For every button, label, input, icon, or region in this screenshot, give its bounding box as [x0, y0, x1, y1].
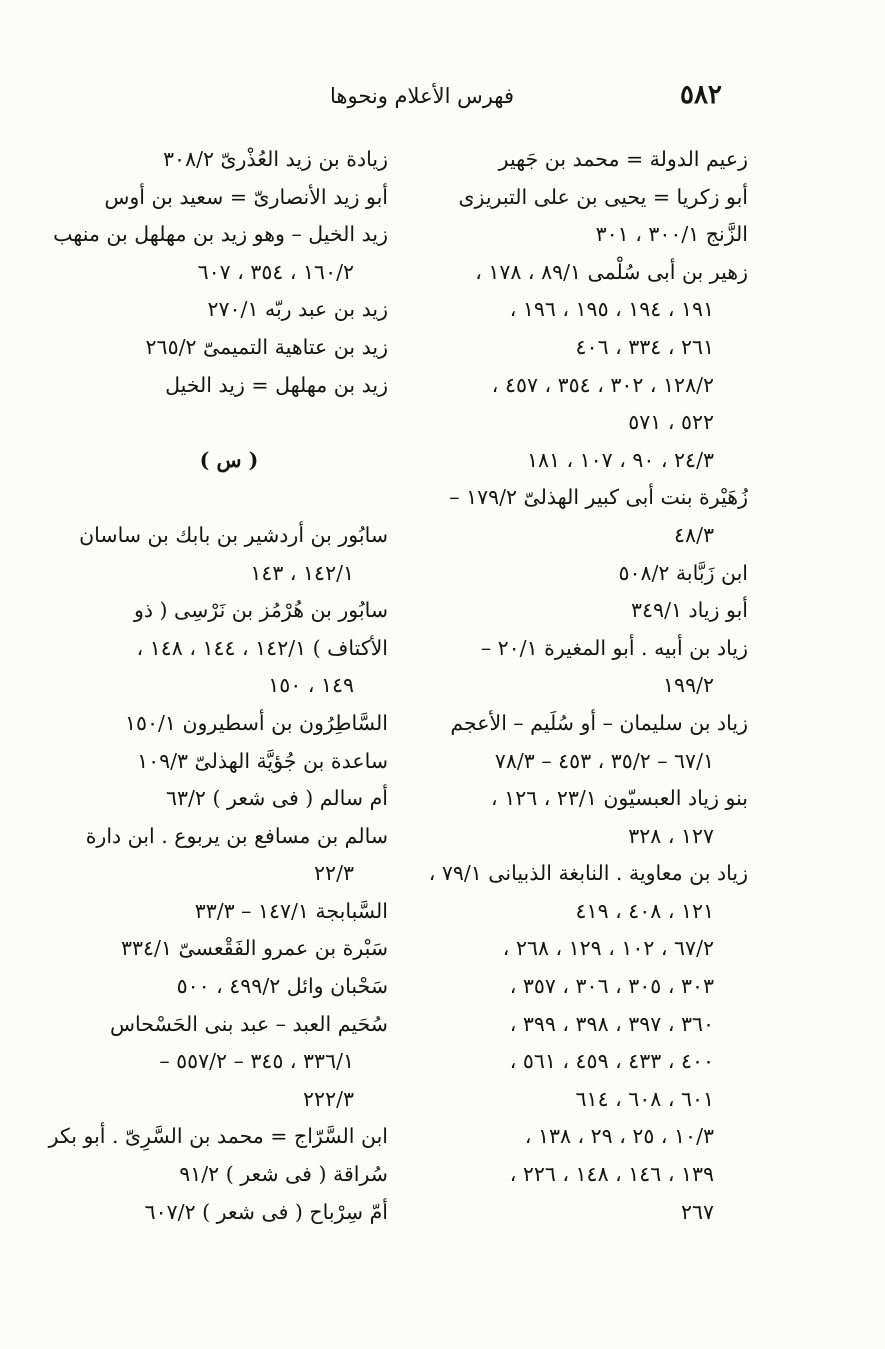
- index-entry: زياد بن أبيه . أبو المغيرة ٢٠/١ –: [480, 635, 748, 660]
- index-entry: سابُور بن هُرْمُز بن نَرْسِى ( ذو: [133, 598, 388, 623]
- index-entry: أم سالم ( فى شعر ) ٦٣/٢: [165, 786, 388, 811]
- index-entry-continuation: ٣٣٦/١ ، ٣٤٥ – ٥٥٧/٢ –: [159, 1049, 354, 1074]
- index-entry: سَحْبان وائل ٤٩٩/٢ ، ٥٠٠: [176, 974, 388, 999]
- index-entry: الزَّنج ٣٠٠/١ ، ٣٠١: [595, 222, 748, 247]
- index-entry: زُهَيْرة بنت أبى كبير الهذلىّ ١٧٩/٢ –: [449, 485, 748, 510]
- index-entry: [70, 479, 388, 517]
- index-entry-continuation: ١٢١ ، ٤٠٨ ، ٤١٩: [575, 898, 714, 923]
- index-entry: زهير بن أبى سُلْمى ٨٩/١ ، ١٧٨ ،: [475, 259, 748, 284]
- index-entry-continuation: ٢٢/٣: [314, 861, 354, 886]
- index-entry: ابن زَبَّابة ٥٠٨/٢: [618, 560, 748, 585]
- index-entry: سُراقة ( فى شعر ) ٩١/٢: [179, 1162, 388, 1187]
- index-entry: زعيم الدولة = محمد بن جَهير: [498, 147, 748, 171]
- index-entry: أمّ سِرْباح ( فى شعر ) ٦٠٧/٢: [144, 1199, 388, 1224]
- index-entry: زياد بن معاوية . النابغة الذبيانى ٧٩/١ ،: [428, 861, 748, 886]
- index-entry-continuation: ١٦٠/٢ ، ٣٥٤ ، ٦٠٧: [197, 259, 354, 284]
- index-entry-continuation: ١٠/٣ ، ٢٥ ، ٢٩ ، ١٣٨ ،: [524, 1124, 714, 1149]
- index-entry: الأكتاف ) ١٤٢/١ ، ١٤٤ ، ١٤٨ ،: [136, 635, 388, 660]
- index-entry-continuation: ١٤٢/١ ، ١٤٣: [250, 560, 354, 585]
- index-entry: أبو زيد الأنصارىّ = سعيد بن أوس: [104, 184, 388, 209]
- page-header: [0, 74, 885, 120]
- section-heading: ( س ): [199, 447, 259, 472]
- index-entry-continuation: ٦٧/١ – ٣٥/٢ ، ٤٥٣ – ٧٨/٣: [494, 748, 714, 773]
- index-entry-continuation: ٢٦١ ، ٣٣٤ ، ٤٠٦: [575, 334, 714, 359]
- index-entry: زيادة بن زيد العُذْرىّ ٣٠٨/٢: [163, 147, 388, 171]
- index-entry-continuation: ١٤٩ ، ١٥٠: [268, 673, 354, 698]
- index-entry-continuation: ٦٧/٢ ، ١٠٢ ، ١٢٩ ، ٢٦٨ ،: [502, 936, 714, 961]
- index-entry: ساعدة بن جُؤيَّة الهذلىّ ١٠٩/٣: [137, 748, 388, 773]
- index-entry-continuation: ٢٦٧: [680, 1199, 714, 1224]
- index-entry-continuation: ٤٨/٣: [674, 522, 714, 547]
- page-number: ٥٨٢: [680, 80, 722, 110]
- index-entry-continuation: ٢٤/٣ ، ٩٠ ، ١٠٧ ، ١٨١: [526, 447, 714, 472]
- index-entry: سُحَيم العبد – عبد بنى الحَسْحاس: [110, 1011, 388, 1036]
- index-entry: السَّاطِرُون بن أسطيرون ١٥٠/١: [124, 710, 388, 735]
- index-entry: [70, 404, 388, 442]
- index-entry: بنو زياد العبسيّون ٢٣/١ ، ١٢٦ ،: [491, 786, 748, 811]
- index-entry: زيد بن مهلهل = زيد الخيل: [165, 372, 388, 397]
- index-entry-continuation: ١٩١ ، ١٩٤ ، ١٩٥ ، ١٩٦ ،: [509, 297, 714, 322]
- index-entry-continuation: ٢٢٢/٣: [303, 1086, 354, 1111]
- index-entry: أبو زياد ٣٤٩/١: [631, 598, 748, 623]
- index-entry-continuation: ٦٠١ ، ٦٠٨ ، ٦١٤: [575, 1086, 714, 1111]
- index-entry: ابن السَّرّاج = محمد بن السَّرِىّ . أبو بكر: [48, 1124, 388, 1149]
- index-entry-continuation: ٣٦٠ ، ٣٩٧ ، ٣٩٨ ، ٣٩٩ ،: [509, 1011, 714, 1036]
- index-entry: السَّبابجة ١٤٧/١ – ٣٣/٣: [194, 898, 388, 923]
- index-entry: زيد بن عتاهية التميمىّ ٢٦٥/٢: [145, 334, 388, 359]
- index-column-left: [48, 141, 388, 1231]
- index-entry-continuation: ١٩٩/٢: [663, 673, 714, 698]
- index-entry: سَبْرة بن عمرو الفَقْعسىّ ٣٣٤/١: [121, 936, 388, 961]
- index-column-right: [428, 141, 748, 1231]
- index-entry: سالم بن مسافع بن يربوع . ابن دارة: [85, 823, 388, 848]
- index-entry-continuation: ١٢٧ ، ٣٢٨: [628, 823, 714, 848]
- index-entry-continuation: ١٢٨/٢ ، ٣٠٢ ، ٣٥٤ ، ٤٥٧ ،: [491, 372, 714, 397]
- index-entry: زيد الخيل – وهو زيد بن مهلهل بن منهب: [53, 222, 388, 247]
- index-entry-continuation: ٤٠٠ ، ٤٣٣ ، ٤٥٩ ، ٥٦١ ،: [509, 1049, 714, 1074]
- index-entry: أبو زكريا = يحيى بن على التبريزى: [458, 184, 748, 209]
- index-entry: زياد بن سليمان – أو سُلَيم – الأعجم: [450, 710, 748, 735]
- index-entry-continuation: ١٣٩ ، ١٤٦ ، ١٤٨ ، ٢٢٦ ،: [509, 1162, 714, 1187]
- index-entry: سابُور بن أردشير بن بابك بن ساسان: [79, 522, 388, 547]
- index-entry-continuation: ٥٢٢ ، ٥٧١: [628, 410, 714, 435]
- index-entry: زيد بن عبد ربّه ٢٧٠/١: [207, 297, 388, 322]
- index-entry-continuation: ٣٠٣ ، ٣٠٥ ، ٣٠٦ ، ٣٥٧ ،: [509, 974, 714, 999]
- running-title: فهرس الأعلام ونحوها: [330, 84, 515, 108]
